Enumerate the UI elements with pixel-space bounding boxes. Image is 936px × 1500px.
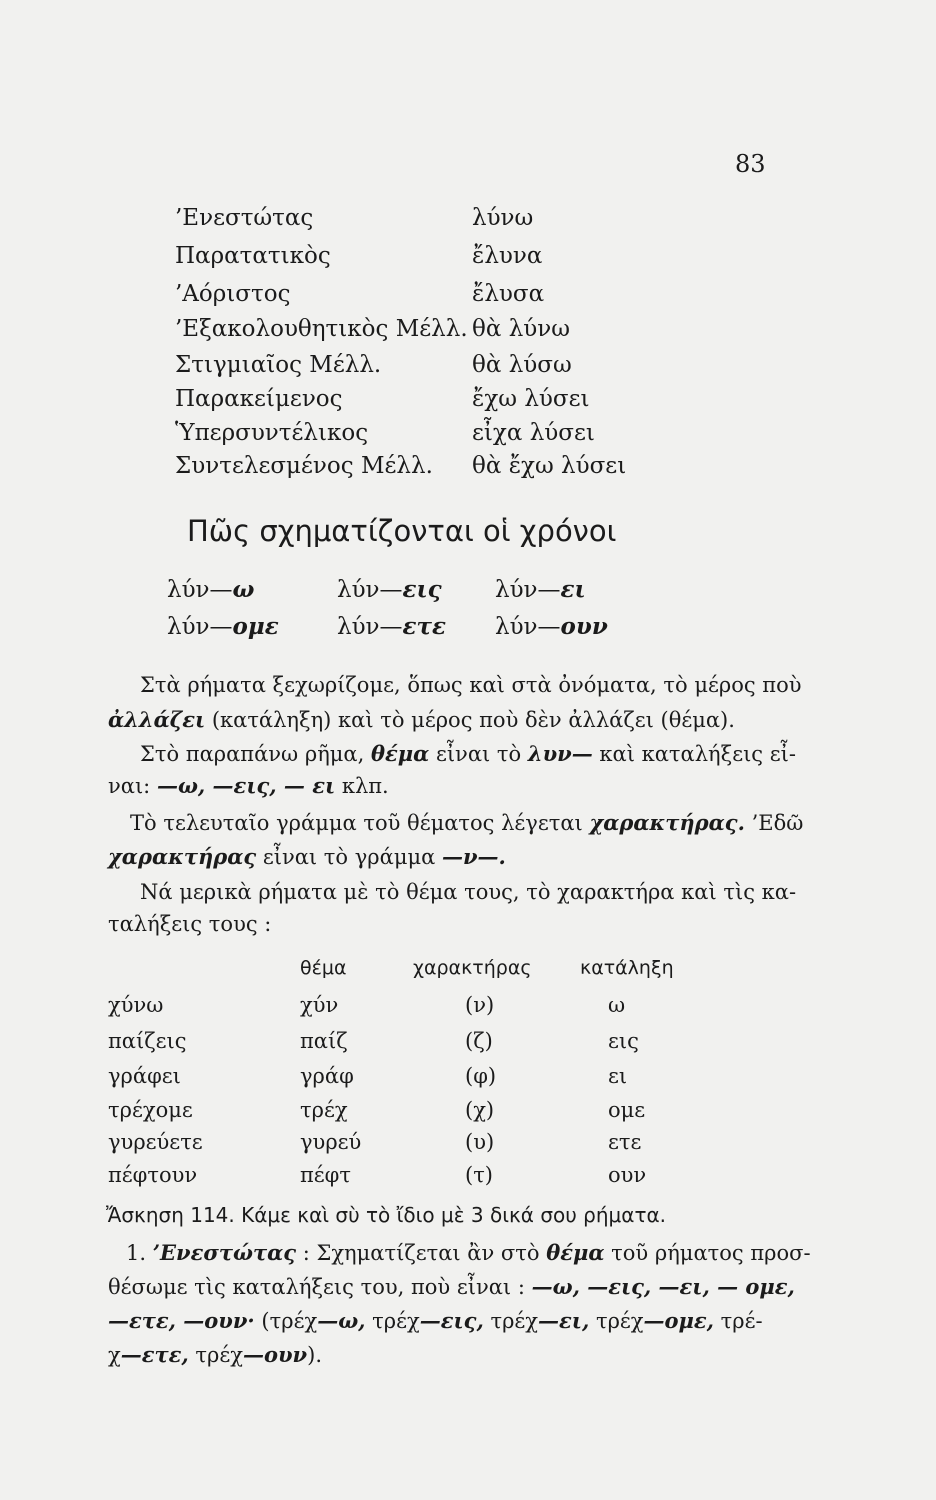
section-heading: Πῶς σχηματίζονται οἱ χρόνοι xyxy=(187,514,617,548)
ending-cell: λύν—ει xyxy=(495,576,586,603)
rule-line: χ—ετε, τρέχ—ουν). xyxy=(108,1342,322,1367)
ending-cell: λύν—εις xyxy=(337,576,442,603)
tense-form: ἔλυσα xyxy=(472,281,545,307)
ending-cell: λύν—ω xyxy=(167,576,255,603)
tense-form: λύνω xyxy=(472,205,534,231)
paragraph-line: ναι: —ω, —εις, — ει κλπ. xyxy=(108,773,389,798)
tense-form: θὰ ἔχω λύσει xyxy=(472,453,627,479)
tense-name: Συντελεσμένος Μέλλ. xyxy=(175,453,433,479)
table-cell-verb: χύνω xyxy=(108,993,164,1017)
exercise-line: Ἄσκηση 114. Κάμε καὶ σὺ τὸ ἴδιο μὲ 3 δικά σου ρήματα. xyxy=(106,1203,667,1227)
table-cell-verb: γυρεύετε xyxy=(108,1130,203,1154)
tense-name: Ὑπερσυντέλικος xyxy=(175,420,369,446)
ending-cell: λύν—ετε xyxy=(337,613,446,640)
paragraph-line: Στὸ παραπάνω ρῆμα, θέμα εἶναι τὸ λυν— καὶ καταλήξεις εἶ- xyxy=(140,741,796,766)
page-number: 83 xyxy=(735,150,766,178)
table-cell-char: (χ) xyxy=(465,1098,495,1122)
tense-name: Στιγμιαῖος Μέλλ. xyxy=(175,352,382,378)
paragraph-line: Νά μερικὰ ρήματα μὲ τὸ θέμα τους, τὸ χαρακτήρα καὶ τὶς κα- xyxy=(140,880,797,904)
table-cell-stem: παίζ xyxy=(300,1029,348,1053)
table-cell-stem: γράφ xyxy=(300,1064,354,1088)
paragraph-line: ταλήξεις τους : xyxy=(108,912,272,936)
table-cell-verb: παίζεις xyxy=(108,1029,187,1053)
table-header: κατάληξη xyxy=(580,957,674,979)
tense-name: ’Αόριστος xyxy=(175,281,291,307)
table-cell-char: (ζ) xyxy=(465,1029,493,1053)
table-cell-ending: εις xyxy=(608,1029,639,1053)
tense-name: ’Εξακολουθητικὸς Μέλλ. xyxy=(175,316,468,342)
ending-cell: λύν—ουν xyxy=(495,613,608,640)
table-cell-ending: ει xyxy=(608,1064,628,1088)
paragraph-line: ἀλλάζει (κατάληξη) καὶ τὸ μέρος ποὺ δὲν ἀλλάζει (θέμα). xyxy=(108,707,735,732)
paragraph-line: Στὰ ρήματα ξεχωρίζομε, ὅπως καὶ στὰ ὀνόματα, τὸ μέρος ποὺ xyxy=(140,673,802,697)
table-cell-stem: τρέχ xyxy=(300,1098,348,1122)
tense-form: θὰ λύνω xyxy=(472,316,570,342)
table-cell-ending: ετε xyxy=(608,1130,642,1154)
table-cell-char: (τ) xyxy=(465,1163,494,1187)
table-cell-verb: πέφτουν xyxy=(108,1163,198,1187)
paragraph-line: χαρακτήρας εἶναι τὸ γράμμα —ν—. xyxy=(108,844,506,869)
ending-cell: λύν—ομε xyxy=(167,613,279,640)
table-cell-char: (ν) xyxy=(465,993,495,1017)
table-header: θέμα xyxy=(300,957,347,979)
tense-form: ἔλυνα xyxy=(472,243,543,269)
paragraph-line: Τὸ τελευταῖο γράμμα τοῦ θέματος λέγεται χαρακτήρας. ’Εδῶ xyxy=(130,810,804,835)
rule-line: 1. ’Ενεστώτας : Σχηματίζεται ἂν στὸ θέμα τοῦ ρήματος προσ- xyxy=(126,1240,811,1265)
tense-form: θὰ λύσω xyxy=(472,352,572,378)
tense-form: ἔχω λύσει xyxy=(472,386,590,412)
table-cell-verb: γράφει xyxy=(108,1064,181,1088)
table-cell-ending: ομε xyxy=(608,1098,646,1122)
table-cell-stem: γυρεύ xyxy=(300,1130,362,1154)
rule-line: θέσωμε τὶς καταλήξεις του, ποὺ εἶναι : —ω, —εις, —ει, — ομε, xyxy=(108,1274,795,1299)
table-cell-ending: ω xyxy=(608,993,626,1017)
table-cell-char: (υ) xyxy=(465,1130,495,1154)
tense-name: Παρατατικὸς xyxy=(175,243,331,269)
table-cell-stem: χύν xyxy=(300,993,339,1017)
table-header: χαρακτήρας xyxy=(413,957,532,979)
table-cell-stem: πέφτ xyxy=(300,1163,352,1187)
tense-name: Παρακείμενος xyxy=(175,386,343,412)
table-cell-char: (φ) xyxy=(465,1064,497,1088)
table-cell-ending: ουν xyxy=(608,1163,647,1187)
tense-form: εἶχα λύσει xyxy=(472,420,595,446)
tense-name: ’Ενεστώτας xyxy=(175,205,314,231)
rule-line: —ετε, —ουν· (τρέχ—ω, τρέχ—εις, τρέχ—ει, τρέχ—ομε, τρέ- xyxy=(108,1308,763,1333)
table-cell-verb: τρέχομε xyxy=(108,1098,193,1122)
